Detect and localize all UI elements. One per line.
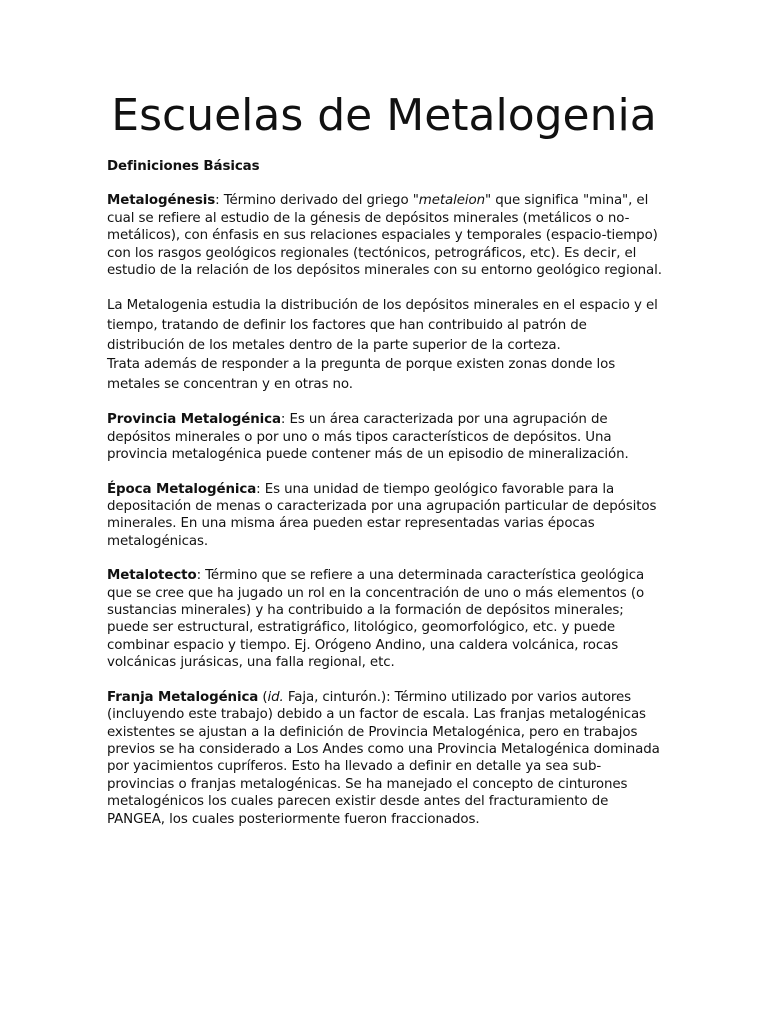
provincia-text: : Es un área caracterizada por una agrupación de depósitos minerales o por uno o más tipos característicos de depósitos. Una provincia metalogénica puede contener más de un episodio de mineralización. bbox=[107, 412, 629, 463]
term-franja: Franja Metalogénica bbox=[107, 689, 259, 705]
paragraph-epoca bbox=[107, 481, 667, 551]
term-metalogenesis: Metalogénesis bbox=[107, 193, 216, 209]
franja-text: : Término utilizado por varios autores (incluyendo este trabajo) debido a un factor de escala. Las franjas metalogénicas existentes se ajustan a la definición de Provincia Metalogénica, pero en trabajos previos se ha considerado a Los Andes como una Provincia Metalogénica dominada por yacimientos cupríferos. Esto ha llevado a definir en detalle ya sea sub-provincias o franjas metalogénicas. Se ha manejado el concepto de cinturones metalogénicos los cuales parecen existir desde antes del fracturamiento de PANGEA, los cuales posteriormente fueron fraccionados. bbox=[107, 689, 660, 827]
paragraph-franja bbox=[107, 689, 667, 828]
term-metalotecto: Metalotecto bbox=[107, 568, 197, 584]
document-body bbox=[107, 158, 667, 845]
metalogenesis-text-after: " que significa "mina", el cual se refiere al estudio de la génesis de depósitos minerales (metálicos o no-metálicos), con énfasis en sus relaciones espaciales y temporales (espacio-tiempo) con los rasgos geológicos regionales (tectónicos, petrográficos, etc). Es decir, el estudio de la relación de los depósitos minerales con su entorno geológico regional. bbox=[107, 193, 662, 279]
term-epoca: Época Metalogénica bbox=[107, 481, 257, 497]
franja-paren-rest: Faja, cinturón.) bbox=[283, 689, 387, 705]
metalotecto-text: : Término que se refiere a una determinada característica geológica que se cree que ha jugado un rol en la concentración de uno o más elementos (o sustancias minerales) y ha contribuido a la formación de depósitos minerales; puede ser estructural, estratigráfico, litológico, geomorfológico, etc. y puede combinar espacio y tiempo. Ej. Orógeno Andino, una caldera volcánica, rocas volcánicas jurásicas, una falla regional, etc. bbox=[107, 568, 645, 671]
metalogenesis-italic-word: metaleion bbox=[418, 193, 485, 209]
paragraph-metalogenia-2: Trata además de responder a la pregunta de porque existen zonas donde los metales se concentran y en otras no. bbox=[107, 357, 616, 392]
epoca-text: : Es una unidad de tiempo geológico favorable para la depositación de menas o caracterizada por una agrupación particular de depósitos minerales. En una misma área pueden estar representadas varias épocas metalogénicas. bbox=[107, 481, 657, 549]
term-provincia: Provincia Metalogénica bbox=[107, 412, 281, 428]
section-heading: Definiciones Básicas bbox=[107, 159, 260, 174]
paragraph-provincia bbox=[107, 411, 667, 463]
franja-paren-open: ( bbox=[258, 689, 268, 705]
metalogenesis-text-before: : Término derivado del griego " bbox=[215, 193, 419, 209]
paragraph-metalotecto bbox=[107, 567, 667, 671]
paragraph-metalogenia-1: La Metalogenia estudia la distribución de los depósitos minerales en el espacio y el tiempo, tratando de definir los factores que han contribuido al patrón de distribución de los metales dentro de la parte superior de la corteza. bbox=[107, 298, 658, 353]
document-title: Escuelas de Metalogenia bbox=[111, 90, 657, 141]
franja-italic-word: id. bbox=[267, 689, 284, 705]
paragraph-metalogenesis bbox=[107, 192, 667, 279]
